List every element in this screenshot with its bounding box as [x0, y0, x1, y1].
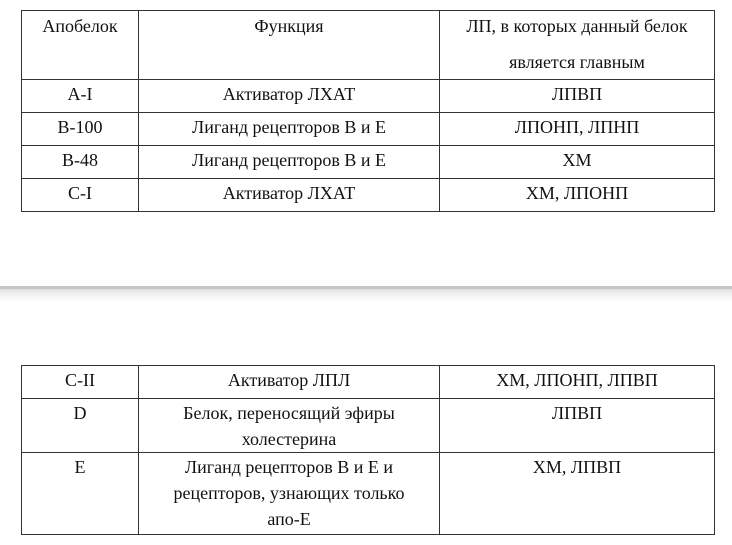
cell-lipoproteins: ЛПОНП, ЛПНП: [440, 113, 715, 146]
table-row: [22, 113, 715, 146]
table-row: [22, 146, 715, 179]
header-lipoproteins-line1: ЛП, в которых данный белок: [466, 16, 688, 36]
cell-apoprotein: D: [22, 399, 139, 453]
cell-function: [139, 453, 440, 535]
cell-function-line: холестерина: [241, 429, 337, 449]
cell-lipoproteins: ХМ, ЛПВП: [440, 453, 715, 535]
table-row: [22, 366, 715, 399]
cell-apoprotein: A-I: [22, 80, 139, 113]
cell-function-line: Активатор ЛПЛ: [227, 370, 351, 390]
cell-function: [139, 366, 440, 399]
cell-apoprotein: B-48: [22, 146, 139, 179]
cell-apoprotein: B-100: [22, 113, 139, 146]
cell-function: Лиганд рецепторов В и Е: [139, 113, 440, 146]
cell-function: [139, 399, 440, 453]
header-function: Функция: [139, 11, 440, 80]
cell-lipoproteins: ХМ, ЛПОНП: [440, 179, 715, 212]
cell-function: Активатор ЛХАТ: [139, 80, 440, 113]
page-break-divider: [0, 286, 732, 302]
cell-function-line: апо-Е: [267, 509, 311, 529]
header-lipoproteins: [440, 11, 715, 80]
table-header-row: [22, 11, 715, 80]
apoprotein-table-bottom: [21, 365, 715, 535]
table-row: [22, 399, 715, 453]
cell-function: Активатор ЛХАТ: [139, 179, 440, 212]
cell-function: Лиганд рецепторов В и Е: [139, 146, 440, 179]
table-row: [22, 80, 715, 113]
header-apoprotein: Апобелок: [22, 11, 139, 80]
table-row: [22, 179, 715, 212]
cell-function-line: Белок, переносящий эфиры: [183, 403, 395, 423]
cell-apoprotein: E: [22, 453, 139, 535]
cell-function-line: Лиганд рецепторов В и Е и: [184, 457, 394, 477]
header-lipoproteins-line2: является главным: [509, 52, 645, 72]
cell-function-line: рецепторов, узнающих только: [173, 483, 405, 503]
cell-apoprotein: C-II: [22, 366, 139, 399]
apoprotein-table-top: [21, 10, 715, 212]
cell-lipoproteins: ЛПВП: [440, 399, 715, 453]
cell-lipoproteins: ХМ, ЛПОНП, ЛПВП: [440, 366, 715, 399]
cell-lipoproteins: ХМ: [440, 146, 715, 179]
table-row: [22, 453, 715, 535]
cell-lipoproteins: ЛПВП: [440, 80, 715, 113]
cell-apoprotein: C-I: [22, 179, 139, 212]
